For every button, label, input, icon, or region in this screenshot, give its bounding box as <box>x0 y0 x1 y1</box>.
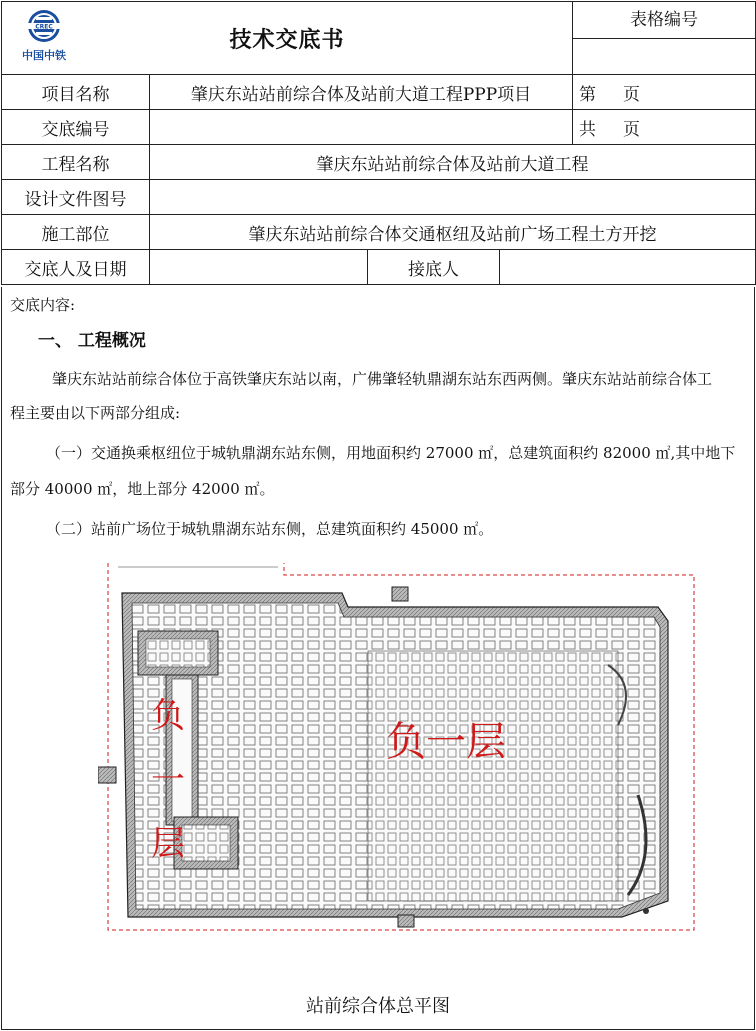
project-name-label: 项目名称 <box>2 75 150 110</box>
disclosure-form-table <box>1 1 756 285</box>
plan-label-left-mid: 一 <box>151 760 185 800</box>
page-number: 第 页 <box>573 75 756 110</box>
section-title: 一、 工程概况 <box>38 331 146 351</box>
construction-part-value: 肇庆东站站前综合体交通枢纽及站前广场工程土方开挖 <box>150 215 756 250</box>
form-number-cell <box>573 2 756 75</box>
total-pages: 共 页 <box>573 110 756 145</box>
para2-line2: 部分 40000 ㎡，地上部分 42000 ㎡。 <box>10 480 275 498</box>
disclosure-content <box>1 287 755 1030</box>
crec-logo-icon <box>22 8 66 44</box>
discloser-value <box>150 250 368 285</box>
para2-line1: （一）交通换乘枢纽位于城轨鼎湖东站东侧，用地面积约 27000 ㎡，总建筑面积约 82000 ㎡,其中地下 <box>46 444 736 462</box>
plan-caption: 站前综合体总平图 <box>306 996 450 1017</box>
construction-part-label: 施工部位 <box>2 215 150 250</box>
discloser-label: 交底人及日期 <box>2 250 150 285</box>
content-label: 交底内容: <box>10 296 76 314</box>
plan-label-main: 负一层 <box>386 719 506 765</box>
form-number-label: 表格编号 <box>573 2 755 39</box>
site-plan-drawing <box>98 555 708 950</box>
para1-line1: 肇庆东站站前综合体位于高铁肇庆东站以南，广佛肇轻轨鼎湖东站东西两侧。肇庆东站站前综合体工 <box>52 370 713 388</box>
plan-label-left-top: 负 <box>151 696 185 736</box>
receiver-label: 接底人 <box>368 250 500 285</box>
engineering-name-label: 工程名称 <box>2 145 150 180</box>
title-cell <box>2 2 573 75</box>
design-doc-value <box>150 180 756 215</box>
svg-text:CREC: CREC <box>35 23 53 31</box>
plan-label-left-bottom: 层 <box>151 824 185 864</box>
company-logo <box>14 8 74 63</box>
design-doc-label: 设计文件图号 <box>2 180 150 215</box>
disclosure-no-value <box>150 110 573 145</box>
logo-text: 中国中铁 <box>22 49 66 62</box>
para3: （二）站前广场位于城轨鼎湖东站东侧，总建筑面积约 45000 ㎡。 <box>46 520 494 538</box>
form-number-value <box>573 39 755 74</box>
para1-line2: 程主要由以下两部分组成: <box>10 404 181 422</box>
disclosure-no-label: 交底编号 <box>2 110 150 145</box>
engineering-name-value: 肇庆东站站前综合体及站前大道工程 <box>150 145 756 180</box>
project-name-value: 肇庆东站站前综合体及站前大道工程PPP项目 <box>150 75 573 110</box>
document-title: 技术交底书 <box>229 26 345 53</box>
receiver-value <box>500 250 756 285</box>
